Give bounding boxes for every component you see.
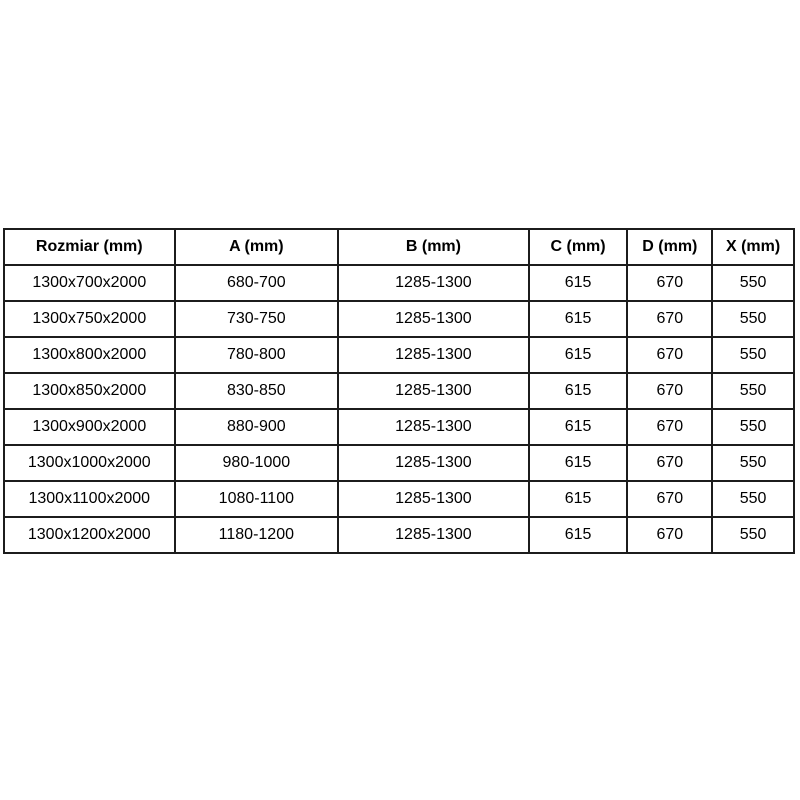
table-cell: 670	[627, 481, 712, 517]
table-cell: 680-700	[175, 265, 339, 301]
table-row	[4, 337, 794, 373]
table-cell: 615	[529, 481, 628, 517]
column-header: B (mm)	[338, 229, 529, 265]
table-cell: 1180-1200	[175, 517, 339, 553]
table-cell: 1285-1300	[338, 481, 529, 517]
table-cell: 550	[712, 481, 794, 517]
table-cell: 1285-1300	[338, 337, 529, 373]
table-cell: 615	[529, 445, 628, 481]
table-cell: 980-1000	[175, 445, 339, 481]
table-cell: 1285-1300	[338, 445, 529, 481]
table-cell: 780-800	[175, 337, 339, 373]
table-cell: 670	[627, 445, 712, 481]
table-cell: 1300x1000x2000	[4, 445, 175, 481]
table-cell: 1300x1100x2000	[4, 481, 175, 517]
table-cell: 550	[712, 265, 794, 301]
table-cell: 880-900	[175, 409, 339, 445]
table-cell: 1285-1300	[338, 373, 529, 409]
table-row	[4, 409, 794, 445]
table-cell: 730-750	[175, 301, 339, 337]
dimensions-table-container	[3, 228, 795, 554]
table-cell: 1285-1300	[338, 409, 529, 445]
table-cell: 550	[712, 445, 794, 481]
table-cell: 1300x850x2000	[4, 373, 175, 409]
table-cell: 670	[627, 265, 712, 301]
table-cell: 1285-1300	[338, 265, 529, 301]
table-cell: 1285-1300	[338, 301, 529, 337]
table-cell: 670	[627, 409, 712, 445]
table-cell: 550	[712, 337, 794, 373]
column-header: C (mm)	[529, 229, 628, 265]
table-cell: 1300x700x2000	[4, 265, 175, 301]
table-cell: 670	[627, 337, 712, 373]
table-cell: 550	[712, 373, 794, 409]
table-cell: 550	[712, 301, 794, 337]
table-cell: 670	[627, 373, 712, 409]
table-row	[4, 481, 794, 517]
table-cell: 550	[712, 409, 794, 445]
table-cell: 1300x800x2000	[4, 337, 175, 373]
column-header: A (mm)	[175, 229, 339, 265]
table-row	[4, 445, 794, 481]
table-row	[4, 373, 794, 409]
table-cell: 1300x1200x2000	[4, 517, 175, 553]
table-cell: 1300x750x2000	[4, 301, 175, 337]
column-header: X (mm)	[712, 229, 794, 265]
table-cell: 615	[529, 337, 628, 373]
table-body	[4, 265, 794, 553]
table-cell: 615	[529, 301, 628, 337]
column-header: D (mm)	[627, 229, 712, 265]
column-header: Rozmiar (mm)	[4, 229, 175, 265]
table-row	[4, 517, 794, 553]
table-cell: 1300x900x2000	[4, 409, 175, 445]
table-cell: 1285-1300	[338, 517, 529, 553]
table-cell: 615	[529, 517, 628, 553]
table-cell: 615	[529, 409, 628, 445]
table-row	[4, 265, 794, 301]
table-cell: 550	[712, 517, 794, 553]
table-cell: 670	[627, 301, 712, 337]
header-row	[4, 229, 794, 265]
table-cell: 1080-1100	[175, 481, 339, 517]
table-cell: 670	[627, 517, 712, 553]
dimensions-table	[3, 228, 795, 554]
table-cell: 615	[529, 265, 628, 301]
table-cell: 615	[529, 373, 628, 409]
table-cell: 830-850	[175, 373, 339, 409]
table-row	[4, 301, 794, 337]
